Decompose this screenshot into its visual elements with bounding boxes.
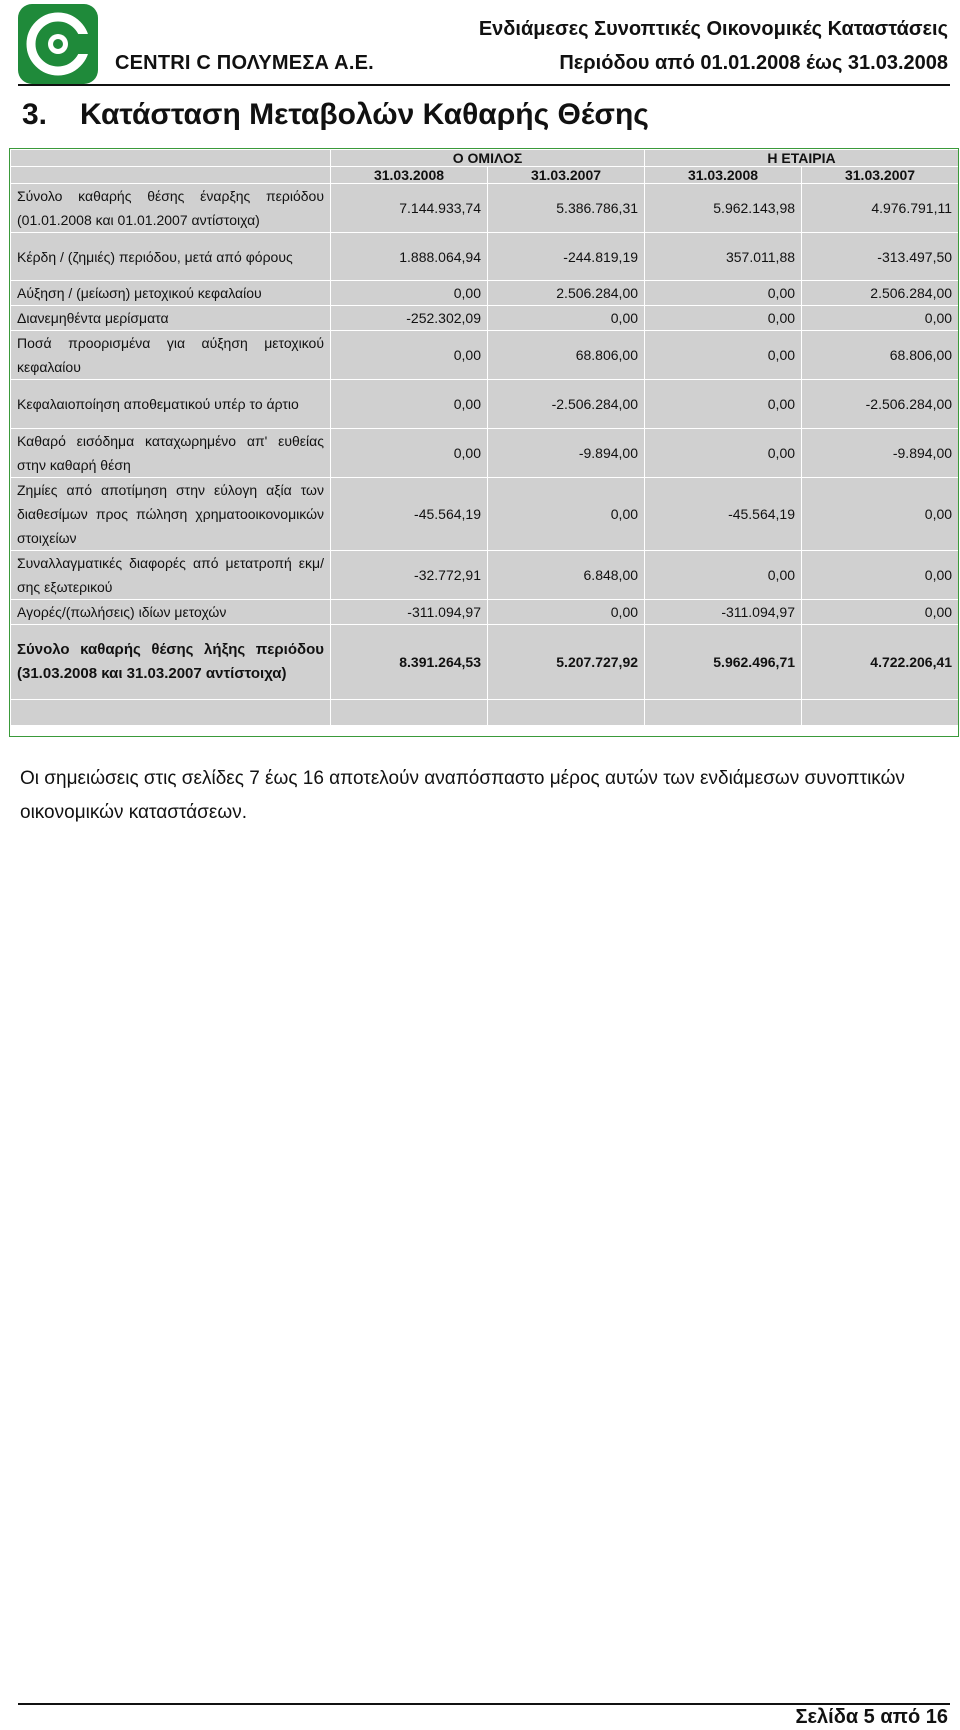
row-value: 0,00 bbox=[645, 331, 802, 380]
blank-row bbox=[11, 700, 959, 726]
date-header: 31.03.2008 bbox=[645, 167, 802, 184]
row-label: Κέρδη / (ζημιές) περιόδου, μετά από φόρους bbox=[11, 233, 331, 281]
row-value: 0,00 bbox=[645, 380, 802, 429]
date-header: 31.03.2007 bbox=[488, 167, 645, 184]
group-header-group: Ο ΟΜΙΛΟΣ bbox=[331, 150, 645, 167]
blank-cell bbox=[488, 700, 645, 726]
row-label: Αγορές/(πωλήσεις) ιδίων μετοχών bbox=[11, 600, 331, 625]
row-label: Ποσά προορισμένα για αύξηση μετοχικού κεφαλαίου bbox=[11, 331, 331, 380]
row-value: 0,00 bbox=[802, 551, 959, 600]
report-title: Ενδιάμεσες Συνοπτικές Οικονομικές Καταστάσεις bbox=[478, 18, 948, 40]
group-header-company: Η ΕΤΑΙΡΙΑ bbox=[645, 150, 959, 167]
notes-paragraph: Οι σημειώσεις στις σελίδες 7 έως 16 αποτελούν αναπόσπαστο μέρος αυτών των ενδιάμεσων συνοπτικών οικονομικών καταστάσεων. bbox=[20, 768, 905, 823]
date-header: 31.03.2008 bbox=[331, 167, 488, 184]
total-value: 5.962.496,71 bbox=[645, 625, 802, 700]
row-value: 0,00 bbox=[488, 478, 645, 551]
table-row bbox=[11, 306, 959, 331]
row-value: 0,00 bbox=[331, 429, 488, 478]
blank-cell bbox=[802, 700, 959, 726]
blank-cell bbox=[11, 700, 331, 726]
row-value: 68.806,00 bbox=[802, 331, 959, 380]
blank-cell bbox=[331, 700, 488, 726]
row-value: 0,00 bbox=[645, 306, 802, 331]
total-value: 8.391.264,53 bbox=[331, 625, 488, 700]
row-label: Σύνολο καθαρής θέσης έναρξης περιόδου (01.01.2008 και 01.01.2007 αντίστοιχα) bbox=[11, 184, 331, 233]
row-value: -32.772,91 bbox=[331, 551, 488, 600]
row-value: 0,00 bbox=[802, 600, 959, 625]
row-value: 0,00 bbox=[645, 281, 802, 306]
row-value: 0,00 bbox=[645, 551, 802, 600]
row-value: 0,00 bbox=[331, 281, 488, 306]
row-value: 0,00 bbox=[488, 306, 645, 331]
total-value: 5.207.727,92 bbox=[488, 625, 645, 700]
row-value: 6.848,00 bbox=[488, 551, 645, 600]
page-header bbox=[0, 0, 960, 90]
report-period: Περιόδου από 01.01.2008 έως 31.03.2008 bbox=[559, 52, 948, 74]
footer-divider bbox=[18, 1703, 950, 1705]
row-value: -45.564,19 bbox=[645, 478, 802, 551]
row-label: Αύξηση / (μείωση) μετοχικού κεφαλαίου bbox=[11, 281, 331, 306]
row-label: Καθαρό εισόδημα καταχωρημένο απ' ευθείας στην καθαρή θέση bbox=[11, 429, 331, 478]
table-row bbox=[11, 551, 959, 600]
row-value: 2.506.284,00 bbox=[802, 281, 959, 306]
table-row bbox=[11, 233, 959, 281]
row-value: 0,00 bbox=[802, 306, 959, 331]
row-value: 1.888.064,94 bbox=[331, 233, 488, 281]
row-value: 68.806,00 bbox=[488, 331, 645, 380]
row-value: -2.506.284,00 bbox=[488, 380, 645, 429]
row-value: 5.386.786,31 bbox=[488, 184, 645, 233]
table-row bbox=[11, 478, 959, 551]
company-name: CENTRI C ΠΟΛΥΜΕΣΑ Α.Ε. bbox=[115, 52, 374, 74]
row-value: -311.094,97 bbox=[645, 600, 802, 625]
centric-logo-icon bbox=[18, 4, 98, 84]
page-number: Σελίδα 5 από 16 bbox=[795, 1706, 948, 1728]
total-row bbox=[11, 625, 959, 700]
row-value: -313.497,50 bbox=[802, 233, 959, 281]
row-value: 0,00 bbox=[645, 429, 802, 478]
date-header-row bbox=[11, 167, 959, 184]
total-label: Σύνολο καθαρής θέσης λήξης περιόδου (31.03.2008 και 31.03.2007 αντίστοιχα) bbox=[11, 625, 331, 700]
row-label: Ζημίες από αποτίμηση στην εύλογη αξία των διαθεσίμων προς πώληση χρηματοοικονομικών στοιχείων bbox=[11, 478, 331, 551]
header-divider bbox=[18, 84, 950, 86]
row-label: Διανεμηθέντα μερίσματα bbox=[11, 306, 331, 331]
row-value: 5.962.143,98 bbox=[645, 184, 802, 233]
row-value: -9.894,00 bbox=[802, 429, 959, 478]
header-corner-cell bbox=[11, 150, 331, 167]
row-value: 357.011,88 bbox=[645, 233, 802, 281]
table-row bbox=[11, 184, 959, 233]
row-value: -45.564,19 bbox=[331, 478, 488, 551]
section-number: 3. bbox=[22, 98, 48, 131]
section-heading: Κατάσταση Μεταβολών Καθαρής Θέσης bbox=[80, 98, 649, 131]
table-row bbox=[11, 331, 959, 380]
row-value: -2.506.284,00 bbox=[802, 380, 959, 429]
group-header-row bbox=[11, 150, 959, 167]
row-value: -244.819,19 bbox=[488, 233, 645, 281]
row-value: 0,00 bbox=[331, 380, 488, 429]
row-value: -9.894,00 bbox=[488, 429, 645, 478]
row-value: 0,00 bbox=[331, 331, 488, 380]
equity-changes-table bbox=[10, 149, 959, 726]
row-value: 4.976.791,11 bbox=[802, 184, 959, 233]
row-value: 2.506.284,00 bbox=[488, 281, 645, 306]
row-value: 0,00 bbox=[488, 600, 645, 625]
table-row bbox=[11, 380, 959, 429]
header-corner-cell bbox=[11, 167, 331, 184]
date-header: 31.03.2007 bbox=[802, 167, 959, 184]
row-value: 0,00 bbox=[802, 478, 959, 551]
row-label: Συναλλαγματικές διαφορές από μετατροπή εκμ/σης εξωτερικού bbox=[11, 551, 331, 600]
table-row bbox=[11, 600, 959, 625]
total-value: 4.722.206,41 bbox=[802, 625, 959, 700]
row-value: -311.094,97 bbox=[331, 600, 488, 625]
table-row bbox=[11, 281, 959, 306]
row-value: 7.144.933,74 bbox=[331, 184, 488, 233]
row-value: -252.302,09 bbox=[331, 306, 488, 331]
table-row bbox=[11, 429, 959, 478]
blank-cell bbox=[645, 700, 802, 726]
row-label: Κεφαλαιοποίηση αποθεματικού υπέρ το άρτιο bbox=[11, 380, 331, 429]
section-title bbox=[22, 98, 649, 132]
